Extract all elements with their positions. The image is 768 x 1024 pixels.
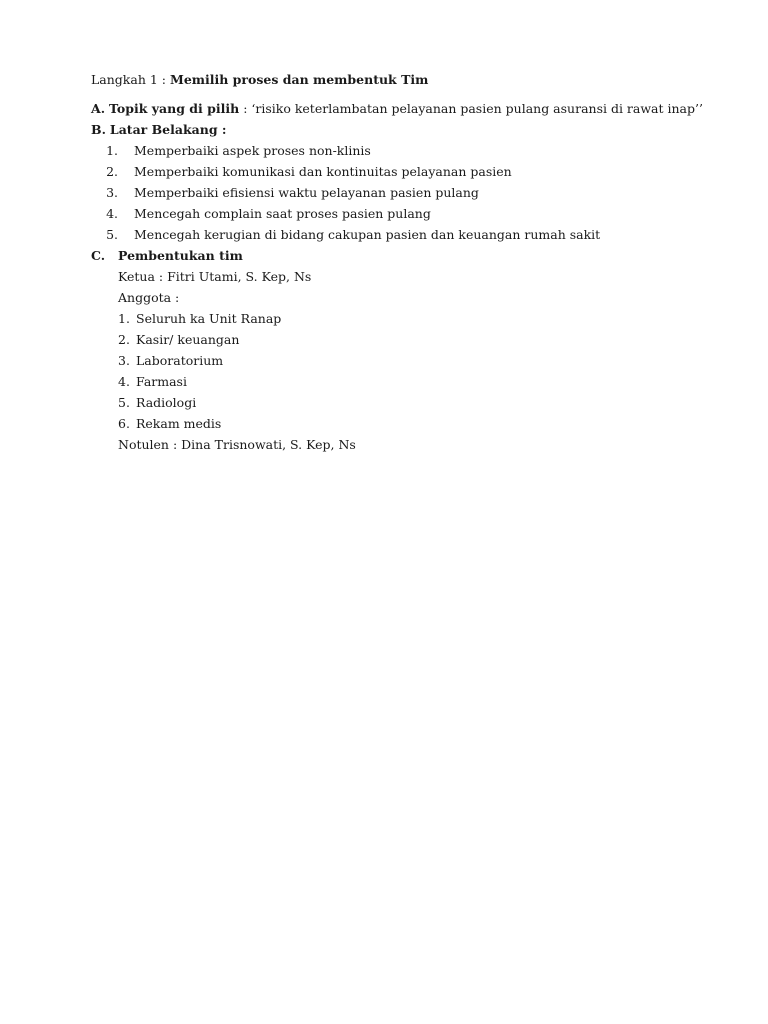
section-a-letter: A. (91, 101, 106, 116)
title-label: Langkah 1 : (91, 72, 166, 87)
list-item: 1. Seluruh ka Unit Ranap (118, 311, 282, 326)
list-item: 2. Memperbaiki komunikasi dan kontinuitas pelayanan pasien (106, 164, 512, 179)
section-b-title: Latar Belakang : (109, 122, 227, 137)
title-text: Memilih proses dan membentuk Tim (169, 72, 429, 87)
section-b-heading (91, 122, 227, 138)
members-label: Anggota : (118, 290, 180, 305)
section-c-heading (91, 248, 243, 264)
list-item: 6. Rekam medis (118, 416, 222, 431)
section-a (91, 101, 703, 117)
team-leader: Ketua : Fitri Utami, S. Kep, Ns (118, 269, 312, 284)
list-item: 3. Laboratorium (118, 353, 224, 368)
list-item: 5. Radiologi (118, 395, 197, 410)
list-item: 4. Farmasi (118, 374, 187, 389)
list-item: 2. Kasir/ keuangan (118, 332, 240, 347)
section-b-letter: B. (91, 122, 106, 137)
document-title (91, 72, 428, 88)
section-c-title: Pembentukan tim (118, 248, 243, 263)
list-item: 1. Memperbaiki aspek proses non-klinis (106, 143, 371, 158)
section-c-letter: C. (91, 248, 106, 263)
section-a-text: ‘risiko keterlambatan pelayanan pasien pulang asuransi di rawat inap’’ (251, 101, 703, 116)
list-item: 4. Mencegah complain saat proses pasien pulang (106, 206, 431, 221)
list-item: 5. Mencegah kerugian di bidang cakupan pasien dan keuangan rumah sakit (106, 227, 601, 242)
section-a-heading: Topik yang di pilih (109, 101, 240, 116)
list-item: 3. Memperbaiki efisiensi waktu pelayanan pasien pulang (106, 185, 479, 200)
section-a-separator: : (243, 101, 248, 116)
note-taker: Notulen : Dina Trisnowati, S. Kep, Ns (118, 437, 356, 452)
